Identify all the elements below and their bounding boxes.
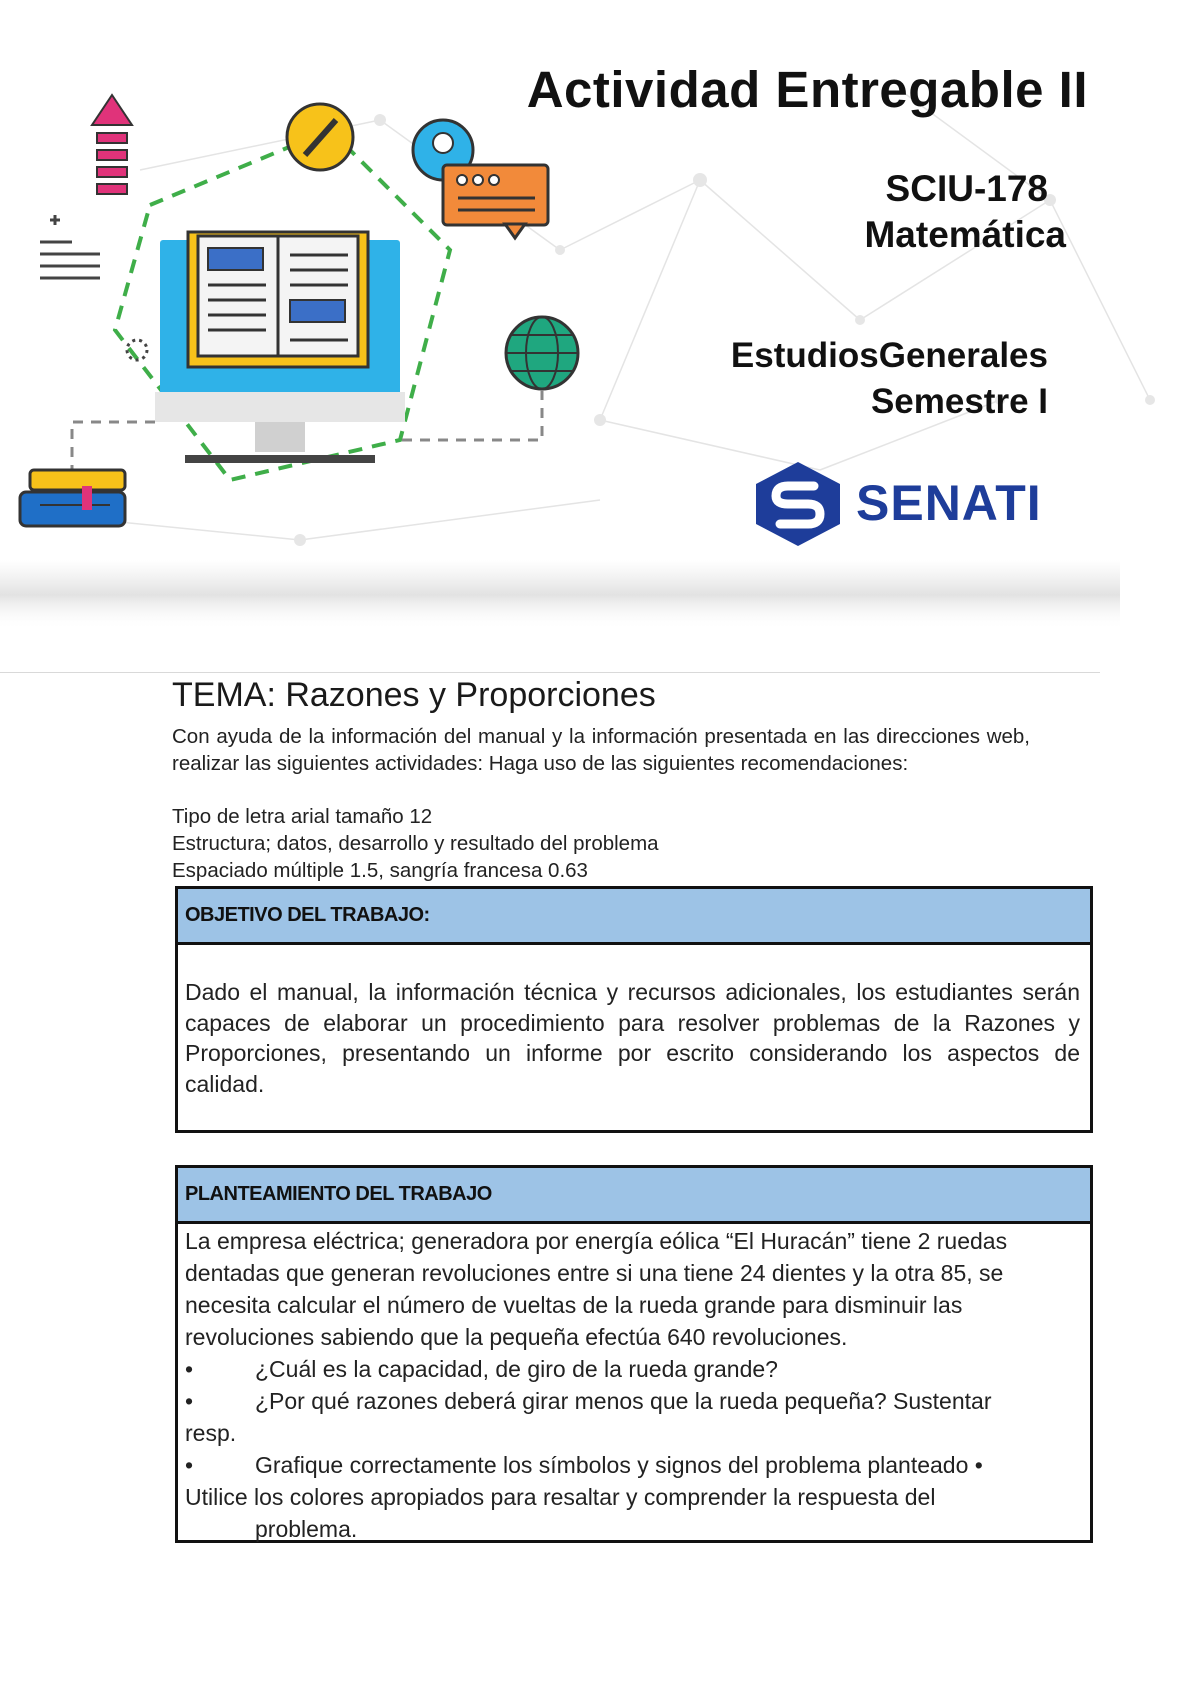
- senati-logo-text: SENATI: [856, 475, 1042, 531]
- bullet-marker: •: [185, 1356, 194, 1382]
- bullet-text: ¿Por qué razones deberá girar menos que la rueda pequeña? Sustentar: [255, 1388, 992, 1414]
- text-lines-icon: [40, 215, 100, 278]
- semester: Semestre I: [870, 382, 1048, 421]
- recommendation-font: Tipo de letra arial tamaño 12: [172, 805, 433, 828]
- course-name: Matemática: [864, 214, 1066, 255]
- page-title: Actividad Entregable II: [526, 61, 1088, 118]
- bullet-marker: •: [185, 1452, 194, 1478]
- topic-heading: TEMA: Razones y Proporciones: [172, 676, 656, 714]
- statement-heading: PLANTEAMIENTO DEL TRABAJO: [178, 1168, 1090, 1224]
- bullet-text-line: Utilice los colores apropiados para resaltar y comprender la respuesta del: [185, 1484, 936, 1510]
- statement-bullet: [185, 1449, 1082, 1481]
- pencil-icon: [287, 104, 353, 170]
- statement-bullet: [185, 1385, 1082, 1417]
- bullet-text: Grafique correctamente los símbolos y signos del problema planteado •: [255, 1452, 983, 1478]
- globe-icon: [506, 317, 578, 389]
- upload-arrow-icon: [92, 95, 132, 194]
- user-chat-icon: [413, 120, 548, 238]
- bullet-text: ¿Cuál es la capacidad, de giro de la rueda grande?: [255, 1356, 778, 1382]
- header-divider: [0, 672, 1100, 673]
- recommendation-spacing: Espaciado múltiple 1.5, sangría francesa 0.63: [172, 859, 588, 882]
- cover-header: [0, 0, 1200, 670]
- senati-logo-icon: [752, 460, 844, 548]
- statement-bullet: [185, 1353, 1082, 1385]
- department: EstudiosGenerales: [730, 336, 1048, 375]
- objective-text: Dado el manual, la información técnica y recursos adicionales, los estudiantes serán capaces de elaborar un procedimiento para resolver problemas de la Razones y Proporciones, presentando un informe por escrito considerando los aspectos de calidad.: [185, 979, 1080, 1097]
- statement-paragraph: La empresa eléctrica; generadora por energía eólica “El Huracán” tiene 2 ruedas dentadas que generan revoluciones entre si una tiene 24 dientes y la otra 85, se necesita calcular el número de vueltas de la rueda grande para disminuir las revoluciones sabiendo que la pequeña efectúa 640 revoluciones.: [185, 1228, 1008, 1350]
- course-code: SCIU-178: [885, 168, 1048, 209]
- bullet-wrap-text: resp.: [185, 1420, 237, 1446]
- intro-paragraph: Con ayuda de la información del manual y la información presentada en las direcciones web, realizar las siguientes actividades: Haga uso de las siguientes recomendaciones:: [172, 725, 1030, 775]
- recommendation-structure: Estructura; datos, desarrollo y resultado del problema: [172, 832, 659, 855]
- books-stack-icon: [20, 470, 125, 526]
- bullet-marker: •: [185, 1388, 194, 1414]
- objective-box: [175, 886, 1093, 1133]
- senati-logo: [752, 460, 1052, 548]
- statement-box: [175, 1165, 1093, 1543]
- bullet-text-line: problema.: [255, 1516, 358, 1542]
- objective-heading: OBJETIVO DEL TRABAJO:: [178, 889, 1090, 945]
- statement-body: [185, 1225, 1082, 1545]
- open-book-icon: [188, 232, 368, 367]
